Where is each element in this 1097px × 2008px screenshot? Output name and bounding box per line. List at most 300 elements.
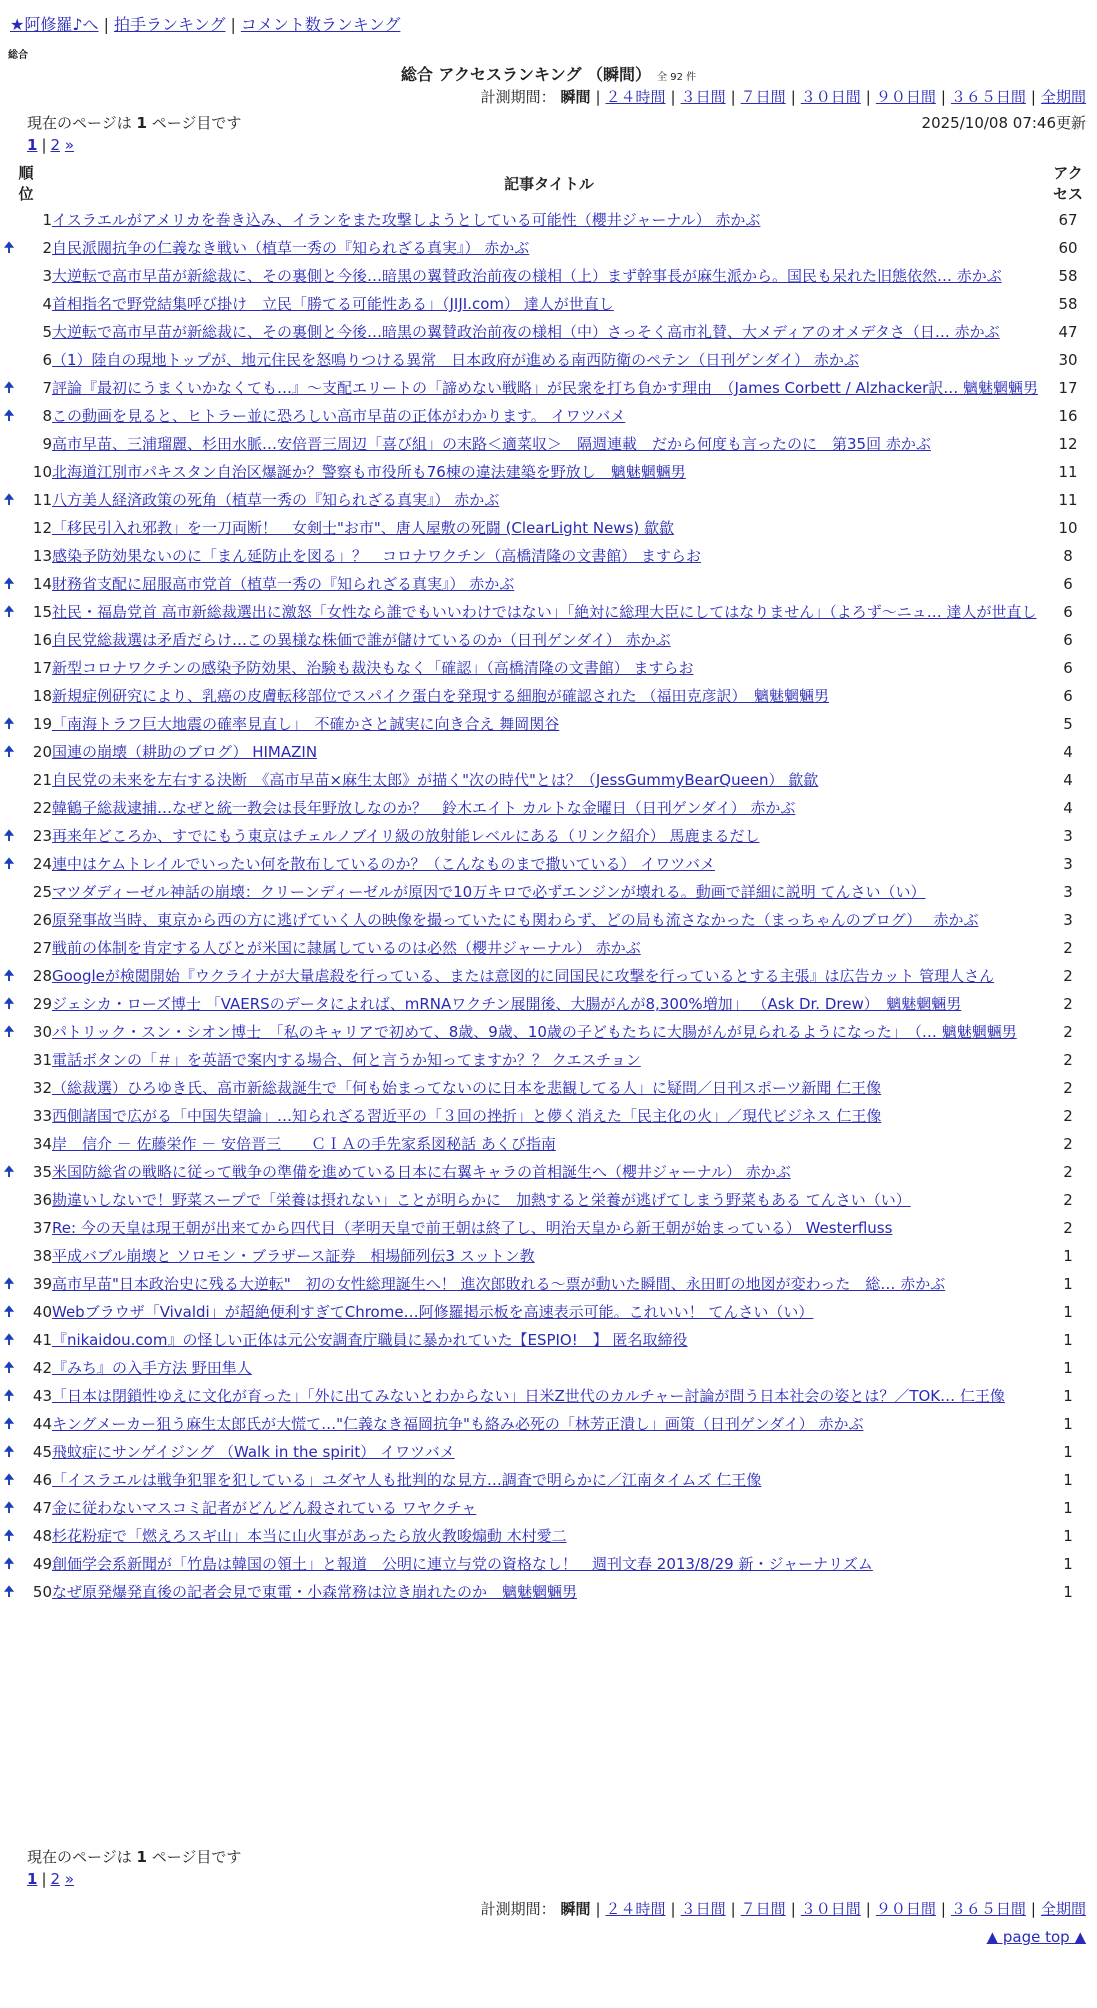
table-row — [0, 906, 1090, 934]
table-row — [0, 402, 1090, 430]
access-count: 6 — [1063, 575, 1073, 593]
article-title-link[interactable]: 高市早苗、三浦瑠麗、杉田水脈…安倍晋三周辺「喜び組」の末路＜適菜収＞ 隔週連載 だから何度も言ったのに 第35回 赤かぶ — [52, 435, 931, 453]
rank-up-arrow-icon: 🠉 — [3, 1528, 15, 1544]
access-count: 3 — [1063, 827, 1073, 845]
access-count: 1 — [1063, 1275, 1073, 1293]
page-2-link[interactable]: 2 — [50, 1870, 61, 1888]
table-row — [0, 738, 1090, 766]
article-title-cell — [52, 850, 1046, 878]
title-column-header: 記事タイトル — [504, 174, 594, 193]
access-count: 1 — [1063, 1471, 1073, 1489]
article-title-link[interactable]: 勘違いしないで！野菜スープで「栄養は摂れない」ことが明らかに 加熱すると栄養が逃げてしまう野菜もある てんさい（い） — [52, 1191, 911, 1209]
article-title-link[interactable]: （総裁選）ひろゆき氏、高市新総裁誕生で「何も始まってないのに日本を悲観してる人」に疑問／日刊スポーツ新聞 仁王像 — [52, 1079, 882, 1097]
rank-up-cell — [0, 1270, 18, 1298]
rank-up-cell — [0, 1438, 18, 1466]
rank-up-cell — [0, 1550, 18, 1578]
access-count: 11 — [1058, 491, 1078, 509]
rank-up-arrow-icon: 🠉 — [3, 492, 15, 508]
article-title-cell — [52, 738, 1046, 766]
access-count: 17 — [1058, 379, 1078, 397]
rank-up-cell — [0, 598, 18, 626]
rank-column-header: 順 位 — [18, 164, 34, 203]
article-title-link[interactable]: 飛蚊症にサンゲイジング （Walk in the spirit） イワツバメ — [52, 1443, 455, 1461]
article-title-cell — [52, 906, 1046, 934]
article-title-link[interactable]: 金に従わないマスコミ記者がどんどん殺されている ワヤクチャ — [52, 1499, 477, 1517]
article-title-link[interactable]: イスラエルがアメリカを巻き込み、イランをまた攻撃しようとしている可能性（櫻井ジャーナル） 赤かぶ — [52, 211, 761, 229]
table-row — [0, 1102, 1090, 1130]
table-row — [0, 206, 1090, 234]
article-title-cell — [52, 1578, 1046, 1606]
rank-up-cell — [0, 262, 18, 290]
article-title-cell — [52, 1522, 1046, 1550]
table-row — [0, 514, 1090, 542]
rank-up-cell — [0, 850, 18, 878]
table-row — [0, 1522, 1090, 1550]
article-title-link[interactable]: 新型コロナワクチンの感染予防効果、治験も裁決もなく「確認」（高橋清隆の文書館） ますらお — [52, 659, 694, 677]
table-row — [0, 570, 1090, 598]
article-title-link[interactable]: 北海道江別市パキスタン自治区爆誕か？警察も市役所も76棟の違法建築を野放し 魑魅魍魎男 — [52, 463, 686, 481]
rank-number: 48 — [32, 1527, 52, 1545]
rank-up-arrow-icon: 🠉 — [3, 968, 15, 984]
access-count: 4 — [1063, 743, 1073, 761]
article-title-cell — [52, 1018, 1046, 1046]
article-title-cell — [52, 1354, 1046, 1382]
article-title-link[interactable]: 自民派閥抗争の仁義なき戦い（植草一秀の『知られざる真実』） 赤かぶ — [52, 239, 530, 257]
current-page-info-bottom: 現在のページは 1 ページ目です — [27, 1848, 242, 1866]
rank-number: 11 — [32, 491, 52, 509]
article-title-cell — [52, 458, 1046, 486]
ranking-rows — [0, 206, 1090, 1606]
article-title-link[interactable]: 自民党総裁選は矛盾だらけ…この異様な株価で誰が儲けているのか（日刊ゲンダイ） 赤かぶ — [52, 631, 671, 649]
article-title-cell — [52, 1494, 1046, 1522]
period-link[interactable]: ３６５日間 — [950, 88, 1026, 106]
rank-up-cell — [0, 1466, 18, 1494]
table-row — [0, 962, 1090, 990]
rank-number: 10 — [32, 463, 52, 481]
article-title-link[interactable]: Re: 今の天皇は現王朝が出来てから四代目（孝明天皇で前王朝は終了し、明治天皇から新王朝が始まっている） Westerfluss — [52, 1219, 893, 1237]
rank-number: 33 — [32, 1107, 52, 1125]
access-count: 1 — [1063, 1331, 1073, 1349]
article-title-cell — [52, 1130, 1046, 1158]
rank-number: 43 — [32, 1387, 52, 1405]
rank-up-cell — [0, 1298, 18, 1326]
rank-number: 44 — [32, 1415, 52, 1433]
rank-up-cell — [0, 542, 18, 570]
period-selector-bottom: 計測期間： 瞬間 | ２４時間 | ３日間 | ７日間 | ３０日間 | ９０日間 | ３６５日間 | 全期間 — [480, 1900, 1086, 1918]
rank-number: 34 — [32, 1135, 52, 1153]
article-title-cell — [52, 1438, 1046, 1466]
article-title-link[interactable]: 新規症例研究により、乳癌の皮膚転移部位でスパイク蛋白を発現する細胞が確認された （福田克彦訳） 魑魅魍魎男 — [52, 687, 829, 705]
rank-up-cell — [0, 1382, 18, 1410]
rank-number: 18 — [32, 687, 52, 705]
article-title-link[interactable]: 「日本は閉鎖性ゆえに文化が育った」「外に出てみないとわからない」日米Z世代のカルチャー討論が問う日本社会の姿とは？／TOK… 仁王像 — [52, 1387, 1005, 1405]
period-link[interactable]: ３６５日間 — [950, 1900, 1026, 1918]
table-row — [0, 1578, 1090, 1606]
rank-number: 7 — [42, 379, 52, 397]
article-title-cell — [52, 794, 1046, 822]
table-row — [0, 1494, 1090, 1522]
rank-number: 49 — [32, 1555, 52, 1573]
rank-number: 50 — [32, 1583, 52, 1601]
rank-up-arrow-icon: 🠉 — [3, 1472, 15, 1488]
rank-up-cell — [0, 1410, 18, 1438]
access-count: 16 — [1058, 407, 1078, 425]
article-title-cell — [52, 766, 1046, 794]
access-count: 3 — [1063, 883, 1073, 901]
access-count: 4 — [1063, 799, 1073, 817]
rank-up-cell — [0, 1522, 18, 1550]
rank-up-cell — [0, 402, 18, 430]
table-row — [0, 1046, 1090, 1074]
access-count: 1 — [1063, 1415, 1073, 1433]
article-title-link[interactable]: 「南海トラフ巨大地震の確率見直し」 不確かさと誠実に向き合え 舞岡関谷 — [52, 715, 560, 733]
article-title-cell — [52, 1214, 1046, 1242]
access-count: 1 — [1063, 1583, 1073, 1601]
page-top-link[interactable]: ▲ page top ▲ — [986, 1928, 1086, 1946]
article-title-link[interactable]: キングメーカー狙う麻生太郎氏が大慌て…"仁義なき福岡抗争"も絡み必死の「林芳正潰し」画策（日刊ゲンダイ） 赤かぶ — [52, 1415, 864, 1433]
rank-up-cell — [0, 374, 18, 402]
article-title-cell — [52, 654, 1046, 682]
article-title-cell — [52, 234, 1046, 262]
rank-number: 39 — [32, 1275, 52, 1293]
article-title-link[interactable]: 創価学会系新聞が「竹島は韓国の領土」と報道 公明に連立与党の資格なし！ 週刊文春 2013/8/29 新・ジャーナリズム — [52, 1555, 873, 1573]
article-title-link[interactable]: 国連の崩壊（耕助のブログ） HIMAZIN — [52, 743, 318, 761]
article-title-cell — [52, 710, 1046, 738]
article-title-cell — [52, 206, 1046, 234]
article-title-link[interactable]: 平成バブル崩壊と ソロモン・ブラザース証券 相場師列伝3 スットン教 — [52, 1247, 535, 1265]
article-title-link[interactable]: パトリック・スン・シオン博士 「私のキャリアで初めて、8歳、9歳、10歳の子どもたちに大腸がんが見られるようになった」 （… 魑魅魍魎男 — [52, 1023, 1017, 1041]
rank-up-cell — [0, 1130, 18, 1158]
rank-number: 23 — [32, 827, 52, 845]
table-row — [0, 458, 1090, 486]
article-title-cell — [52, 570, 1046, 598]
page-1-link[interactable]: 1 — [27, 136, 38, 154]
period-link[interactable]: 全期間 — [1040, 1900, 1086, 1918]
table-row — [0, 1298, 1090, 1326]
table-row — [0, 654, 1090, 682]
article-title-cell — [52, 318, 1046, 346]
access-count: 2 — [1063, 1135, 1073, 1153]
article-title-cell — [52, 486, 1046, 514]
next-page-link[interactable]: » — [64, 136, 75, 154]
rank-number: 22 — [32, 799, 52, 817]
table-row — [0, 1410, 1090, 1438]
period-link[interactable]: ２４時間 — [605, 88, 666, 106]
article-title-cell — [52, 1270, 1046, 1298]
rank-number: 12 — [32, 519, 52, 537]
ranking-table — [0, 160, 1090, 1606]
article-title-cell — [52, 1298, 1046, 1326]
access-count: 58 — [1058, 295, 1078, 313]
access-count: 1 — [1063, 1359, 1073, 1377]
article-title-cell — [52, 990, 1046, 1018]
article-title-cell — [52, 346, 1046, 374]
table-row — [0, 1326, 1090, 1354]
article-title-link[interactable]: 米国防総省の戦略に従って戦争の準備を進めている日本に右翼キャラの首相誕生へ（櫻井ジャーナル） 赤かぶ — [52, 1163, 791, 1181]
rank-up-arrow-icon: 🠉 — [3, 1024, 15, 1040]
article-title-cell — [52, 542, 1046, 570]
rank-number: 46 — [32, 1471, 52, 1489]
article-title-link[interactable]: 感染予防効果ないのに「まん延防止を図る」？ コロナワクチン（高橋清隆の文書館） ますらお — [52, 547, 702, 565]
rank-up-cell — [0, 318, 18, 346]
article-title-cell — [52, 262, 1046, 290]
rank-up-cell — [0, 1158, 18, 1186]
access-count: 1 — [1063, 1387, 1073, 1405]
access-count: 2 — [1063, 939, 1073, 957]
table-row — [0, 1270, 1090, 1298]
rank-up-arrow-icon: 🠉 — [3, 1556, 15, 1572]
table-row — [0, 1438, 1090, 1466]
period-link[interactable]: ３０日間 — [800, 88, 861, 106]
article-title-link[interactable]: 自民党の未来を左右する決断 《高市早苗×麻生太郎》が描く"次の時代"とは？（JessGummyBearQueen） 歙歙 — [52, 771, 819, 789]
table-row — [0, 850, 1090, 878]
article-title-link[interactable]: 大逆転で高市早苗が新総裁に、その裏側と今後…暗黒の翼賛政治前夜の様相（中）さっそく高市礼賛、大メディアのオメデタさ（日… 赤かぶ — [52, 323, 1000, 341]
article-title-cell — [52, 822, 1046, 850]
rank-up-cell — [0, 1186, 18, 1214]
period-selector-top: 計測期間： 瞬間 | ２４時間 | ３日間 | ７日間 | ３０日間 | ９０日間 | ３６５日間 | 全期間 — [480, 88, 1086, 106]
rank-number: 2 — [42, 239, 52, 257]
rank-number: 30 — [32, 1023, 52, 1041]
access-count: 3 — [1063, 911, 1073, 929]
article-title-link[interactable]: 連中はケムトレイルでいったい何を散布しているのか？（こんなものまで撒いている） イワツバメ — [52, 855, 715, 873]
rank-up-cell — [0, 1214, 18, 1242]
rank-up-cell — [0, 346, 18, 374]
article-title-link[interactable]: 再来年どころか、すでにもう東京はチェルノブイリ級の放射能レベルにある（リンク紹介） 馬鹿まるだし — [52, 827, 760, 845]
article-title-link[interactable]: 韓鶴子総裁逮捕…なぜと統一教会は長年野放しなのか？ 鈴木エイト カルトな金曜日（日刊ゲンダイ） 赤かぶ — [52, 799, 796, 817]
period-link[interactable]: ３日間 — [680, 88, 726, 106]
access-count: 6 — [1063, 631, 1073, 649]
rank-number: 36 — [32, 1191, 52, 1209]
table-row — [0, 1550, 1090, 1578]
table-row — [0, 878, 1090, 906]
article-title-cell — [52, 374, 1046, 402]
period-selected: 瞬間 — [560, 88, 591, 106]
rank-number: 32 — [32, 1079, 52, 1097]
rank-up-arrow-icon: 🠉 — [3, 576, 15, 592]
period-label: 計測期間： — [480, 1900, 556, 1918]
access-count: 1 — [1063, 1303, 1073, 1321]
period-link[interactable]: ７日間 — [740, 1900, 786, 1918]
table-row — [0, 1074, 1090, 1102]
article-title-link[interactable]: 社民・福島党首 高市新総裁選出に激怒「女性なら誰でもいいわけではない」「絶対に総理大臣にしてはなりません」（よろず～ニュ… 達人が世直し — [52, 603, 1037, 621]
article-title-link[interactable]: 「イスラエルは戦争犯罪を犯している」ユダヤ人も批判的な見方…調査で明らかに／江南タイムズ 仁王像 — [52, 1471, 762, 1489]
next-page-link[interactable]: » — [64, 1870, 75, 1888]
page-1-link[interactable]: 1 — [27, 1870, 38, 1888]
article-title-cell — [52, 1158, 1046, 1186]
rank-up-cell — [0, 206, 18, 234]
applause-ranking-link[interactable]: 拍手ランキング — [113, 15, 226, 34]
rank-up-cell — [0, 934, 18, 962]
article-title-link[interactable]: 『nikaidou.com』の怪しい正体は元公安調査庁職員に暴かれていた【ESPIO! 】 匿名取締役 — [52, 1331, 688, 1349]
table-row — [0, 542, 1090, 570]
article-title-cell — [52, 682, 1046, 710]
article-title-link[interactable]: 財務省支配に屈服高市党首（植草一秀の『知られざる真実』） 赤かぶ — [52, 575, 515, 593]
access-count: 47 — [1058, 323, 1078, 341]
access-count: 8 — [1063, 547, 1073, 565]
rank-up-cell — [0, 1102, 18, 1130]
period-link[interactable]: ９０日間 — [875, 88, 936, 106]
article-title-cell — [52, 962, 1046, 990]
table-row — [0, 318, 1090, 346]
article-title-link[interactable]: 「移民引入れ邪教」を一刀両断！ 女剣士"お市"、唐人屋敷の死闘 (ClearLight News) 歙歙 — [52, 519, 675, 537]
article-title-link[interactable]: 高市早苗"日本政治史に残る大逆転" 初の女性総理誕生へ！ 進次郎敗れる～票が動いた瞬間、永田町の地図が変わった 総… 赤かぶ — [52, 1275, 946, 1293]
table-row — [0, 626, 1090, 654]
table-row — [0, 1466, 1090, 1494]
article-title-link[interactable]: 原発事故当時、東京から西の方に逃げていく人の映像を撮っていたにも関わらず、どの局も流さなかった（まっちゃんのブログ） 赤かぶ — [52, 911, 979, 929]
rank-up-cell — [0, 1326, 18, 1354]
asyura-home-link[interactable]: ★阿修羅♪へ — [10, 15, 99, 34]
rank-number: 4 — [42, 295, 52, 313]
article-title-link[interactable]: 大逆転で高市早苗が新総裁に、その裏側と今後…暗黒の翼賛政治前夜の様相（上）まず幹事長が麻生派から。国民も呆れた旧態依然… 赤かぶ — [52, 267, 1002, 285]
access-count: 5 — [1063, 715, 1073, 733]
article-title-link[interactable]: 電話ボタンの「＃」を英語で案内する場合、何と言うか知ってますか？？ クエスチョン — [52, 1051, 641, 1069]
rank-up-arrow-icon: 🠉 — [3, 996, 15, 1012]
period-link[interactable]: 全期間 — [1040, 88, 1086, 106]
article-title-cell — [52, 1046, 1046, 1074]
article-title-cell — [52, 514, 1046, 542]
rank-up-arrow-icon: 🠉 — [3, 1416, 15, 1432]
access-count: 1 — [1063, 1247, 1073, 1265]
article-title-link[interactable]: 首相指名で野党結集呼び掛け 立民「勝てる可能性ある」（JIJI.com） 達人が世直し — [52, 295, 614, 313]
article-title-link[interactable]: マツダディーゼル神話の崩壊：クリーンディーゼルが原因で10万キロで必ずエンジンが壊れる。動画で詳細に説明 てんさい（い） — [52, 883, 926, 901]
article-title-link[interactable]: 岸 信介 － 佐藤栄作 － 安倍晋三 ＣＩＡの手先家系図秘話 あくび指南 — [52, 1135, 556, 1153]
rank-number: 38 — [32, 1247, 52, 1265]
rank-up-cell — [0, 290, 18, 318]
access-count: 6 — [1063, 603, 1073, 621]
period-link[interactable]: ２４時間 — [605, 1900, 666, 1918]
rank-up-cell — [0, 710, 18, 738]
table-row — [0, 262, 1090, 290]
table-row — [0, 1242, 1090, 1270]
rank-up-cell — [0, 486, 18, 514]
article-title-link[interactable]: Googleが検閲開始『ウクライナが大量虐殺を行っている、または意図的に同国民に攻撃を行っているとする主張』は広告カット 管理人さん — [52, 967, 995, 985]
access-count: 12 — [1058, 435, 1078, 453]
rank-up-cell — [0, 1494, 18, 1522]
access-count: 60 — [1058, 239, 1078, 257]
rank-up-cell — [0, 682, 18, 710]
access-count: 11 — [1058, 463, 1078, 481]
article-title-link[interactable]: 八方美人経済政策の死角（植草一秀の『知られざる真実』） 赤かぶ — [52, 491, 500, 509]
rank-number: 31 — [32, 1051, 52, 1069]
rank-number: 17 — [32, 659, 52, 677]
article-title-link[interactable]: Webブラウザ「Vivaldi」が超絶便利すぎてChrome…阿修羅掲示板を高速表示可能。これいい！ てんさい（い） — [52, 1303, 814, 1321]
rank-up-arrow-icon: 🠉 — [3, 1360, 15, 1376]
rank-number: 40 — [32, 1303, 52, 1321]
rank-up-cell — [0, 766, 18, 794]
rank-up-cell — [0, 990, 18, 1018]
page-2-link[interactable]: 2 — [50, 136, 61, 154]
access-count: 2 — [1063, 1219, 1073, 1237]
rank-number: 26 — [32, 911, 52, 929]
comment-ranking-link[interactable]: コメント数ランキング — [240, 15, 401, 34]
table-row — [0, 1382, 1090, 1410]
rank-number: 29 — [32, 995, 52, 1013]
access-count: 2 — [1063, 1023, 1073, 1041]
pagination-bottom: 1 | 2 » — [27, 1870, 75, 1888]
article-title-link[interactable]: 評論『最初にうまくいかなくても…』～支配エリートの「諦めない戦略」が民衆を打ち負かす理由 （James Corbett / Alzhacker訳… 魑魅魍魎男 — [52, 379, 1039, 397]
access-column-header: アク セス — [1052, 164, 1083, 203]
total-count: 全 92 件 — [657, 72, 697, 83]
rank-number: 13 — [32, 547, 52, 565]
access-count: 6 — [1063, 687, 1073, 705]
nav-separator: | — [230, 15, 236, 34]
access-count: 10 — [1058, 519, 1078, 537]
period-link[interactable]: ９０日間 — [875, 1900, 936, 1918]
rank-number: 27 — [32, 939, 52, 957]
rank-up-arrow-icon: 🠉 — [3, 744, 15, 760]
rank-number: 42 — [32, 1359, 52, 1377]
article-title-link[interactable]: （1）陸自の現地トップが、地元住民を怒鳴りつける異常 日本政府が進める南西防衛のペテン（日刊ゲンダイ） 赤かぶ — [52, 351, 859, 369]
article-title-cell — [52, 1102, 1046, 1130]
table-row — [0, 990, 1090, 1018]
period-link[interactable]: ３日間 — [680, 1900, 726, 1918]
article-title-link[interactable]: 西側諸国で広がる「中国失望論」…知られざる習近平の「３回の挫折」と儚く消えた「民主化の火」／現代ビジネス 仁王像 — [52, 1107, 882, 1125]
article-title-cell — [52, 1410, 1046, 1438]
rank-up-cell — [0, 626, 18, 654]
table-row — [0, 374, 1090, 402]
article-title-link[interactable]: この動画を見ると、ヒトラー並に恐ろしい高市早苗の正体がわかります。 イワツバメ — [52, 407, 626, 425]
rank-up-arrow-icon: 🠉 — [3, 604, 15, 620]
rank-number: 37 — [32, 1219, 52, 1237]
genre-label: 総合 — [8, 50, 28, 61]
article-title-link[interactable]: 『みち』の入手方法 野田隼人 — [52, 1359, 252, 1377]
rank-up-arrow-icon: 🠉 — [3, 240, 15, 256]
article-title-link[interactable]: なぜ原発爆発直後の記者会見で東電・小森常務は泣き崩れたのか 魑魅魍魎男 — [52, 1583, 578, 1601]
access-count: 2 — [1063, 1191, 1073, 1209]
table-row — [0, 1354, 1090, 1382]
article-title-link[interactable]: ジェシカ・ローズ博士 「VAERSのデータによれば、mRNAワクチン展開後、大腸がんが8,300%増加」 （Ask Dr. Drew） 魑魅魍魎男 — [52, 995, 962, 1013]
top-navigation — [10, 12, 400, 35]
updated-timestamp: 2025/10/08 07:46更新 — [921, 114, 1086, 132]
article-title-cell — [52, 1242, 1046, 1270]
access-count: 2 — [1063, 1079, 1073, 1097]
rank-up-arrow-icon: 🠉 — [3, 716, 15, 732]
article-title-cell — [52, 626, 1046, 654]
access-count: 1 — [1063, 1499, 1073, 1517]
table-row — [0, 430, 1090, 458]
rank-number: 24 — [32, 855, 52, 873]
rank-number: 41 — [32, 1331, 52, 1349]
article-title-link[interactable]: 杉花粉症で「燃えろスギ山」本当に山火事があったら放火教唆煽動 木村愛二 — [52, 1527, 567, 1545]
article-title-cell — [52, 878, 1046, 906]
rank-number: 8 — [42, 407, 52, 425]
rank-up-cell — [0, 738, 18, 766]
rank-up-arrow-icon: 🠉 — [3, 408, 15, 424]
table-row — [0, 598, 1090, 626]
article-title-cell — [52, 1466, 1046, 1494]
access-count: 2 — [1063, 1107, 1073, 1125]
access-count: 3 — [1063, 855, 1073, 873]
rank-up-cell — [0, 458, 18, 486]
access-count: 2 — [1063, 995, 1073, 1013]
table-row — [0, 1130, 1090, 1158]
period-link[interactable]: ７日間 — [740, 88, 786, 106]
rank-up-cell — [0, 822, 18, 850]
rank-number: 3 — [42, 267, 52, 285]
rank-up-cell — [0, 794, 18, 822]
rank-up-arrow-icon: 🠉 — [3, 380, 15, 396]
period-selected: 瞬間 — [560, 1900, 591, 1918]
period-link[interactable]: ３０日間 — [800, 1900, 861, 1918]
table-row — [0, 1186, 1090, 1214]
article-title-link[interactable]: 戦前の体制を肯定する人びとが米国に隷属しているのは必然（櫻井ジャーナル） 赤かぶ — [52, 939, 641, 957]
rank-up-cell — [0, 654, 18, 682]
access-count: 4 — [1063, 771, 1073, 789]
rank-up-cell — [0, 906, 18, 934]
article-title-cell — [52, 402, 1046, 430]
ranking-title: 総合 アクセスランキング （瞬間） — [400, 65, 652, 84]
rank-number: 15 — [32, 603, 52, 621]
